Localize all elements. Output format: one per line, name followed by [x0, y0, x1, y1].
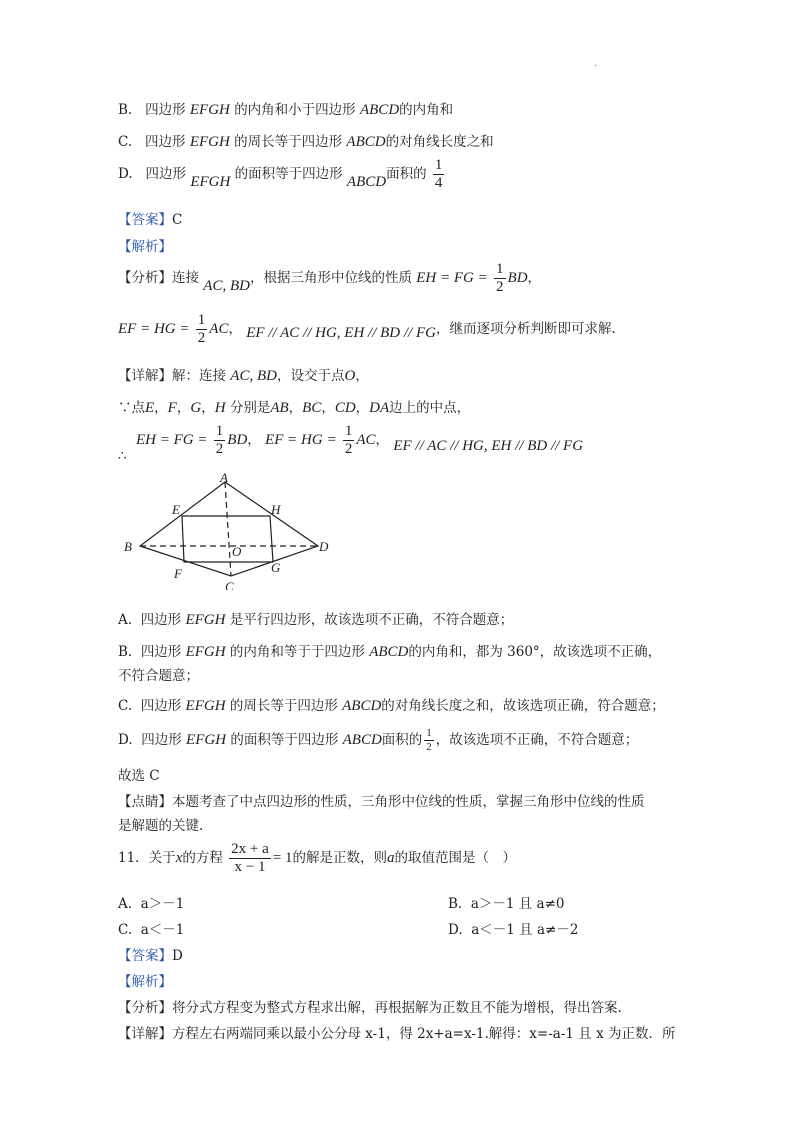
denominator: 2: [197, 330, 206, 346]
numerator: 1: [215, 423, 224, 439]
fraction: [433, 158, 445, 191]
denominator: 2: [215, 441, 224, 457]
text: 四边形: [140, 644, 182, 660]
label-b: B: [124, 539, 132, 554]
text: ，继而逐项分析判断即可求解.: [435, 321, 616, 337]
fenxi-tag: 【分析】: [118, 1000, 172, 1016]
text: 解：连接: [172, 368, 226, 384]
fraction: [214, 424, 226, 457]
denominator: x − 1: [234, 859, 266, 875]
option-text: a＜－1: [140, 922, 185, 938]
option-text: 四边形: [145, 166, 187, 182]
text: 本题考查了中点四边形的性质，三角形中位线的性质，掌握三角形中位线的性质: [172, 794, 645, 810]
text: 将分式方程变为整式方程求出解，再根据解为正数且不能为增根，得出答案.: [172, 1000, 622, 1016]
detail-2: [118, 396, 470, 417]
answer-1: [118, 208, 182, 228]
text: ，设交于点: [276, 368, 345, 384]
answer-value: C: [172, 212, 183, 228]
fenxi-1: [118, 262, 541, 295]
label-o: O: [232, 544, 242, 559]
math-term: EFGH: [185, 612, 226, 628]
math-term: AC, BD: [203, 278, 250, 294]
label-a: A: [220, 470, 228, 485]
dianjing-tag: 【点睛】: [118, 794, 172, 810]
corner-mark: .: [594, 58, 598, 69]
text: 的面积等于四边形: [230, 732, 339, 748]
text: 的解是正数，则: [292, 850, 387, 866]
math-term: EFGH: [189, 102, 230, 118]
option-text: 的对角线长度之和: [385, 134, 494, 150]
math-term: ABCD: [346, 134, 386, 150]
detail-tag: 【详解】: [118, 1026, 172, 1042]
text: 的对角线长度之和，故该选项正确，符合题意；: [381, 698, 665, 714]
numerator: 1: [197, 312, 206, 328]
math-term: ABCD: [369, 644, 409, 660]
analysis-tag: 【解析】: [118, 974, 172, 990]
text: ，: [228, 321, 242, 337]
analysis-option-a: [118, 608, 513, 629]
fraction: [494, 262, 506, 295]
answer-value: D: [172, 948, 183, 964]
analysis-option-d: [118, 728, 638, 753]
math-term: EF = HG =: [265, 432, 337, 448]
math-term: a: [387, 850, 395, 866]
math-term: E: [145, 400, 155, 416]
denominator: 2: [344, 441, 353, 457]
quadrilateral-figure: [118, 470, 338, 590]
detail-1: [118, 364, 369, 385]
option-prefix: A.: [118, 896, 133, 912]
conclusion: 故选 C: [118, 768, 160, 784]
numerator: 1: [434, 157, 443, 173]
text: 的方程: [182, 850, 223, 866]
fraction: [229, 842, 271, 875]
math-term: EH = FG =: [416, 270, 488, 286]
math-term: CD: [334, 400, 356, 416]
text: 是平行四边形，故该选项不正确，不符合题意；: [229, 612, 514, 628]
text: 的取值范围是（ ）: [394, 850, 516, 866]
math-term: EH = FG =: [136, 432, 208, 448]
math-term: EFGH: [189, 134, 230, 150]
analysis-tag: 【解析】: [118, 239, 172, 255]
math-term: ABCD: [342, 732, 382, 748]
comma: ，: [176, 400, 191, 416]
therefore-symbol: ∴: [118, 448, 127, 464]
option-prefix: D.: [448, 922, 463, 938]
fenxi-3: [118, 996, 622, 1016]
math-term: BD: [507, 270, 528, 286]
answer-tag: 【答案】: [118, 948, 172, 964]
option-text: 四边形: [145, 102, 186, 118]
option-text: 的内角和小于四边形: [234, 102, 356, 118]
numerator: 2x + a: [231, 841, 269, 857]
numerator: 1: [426, 727, 432, 739]
analysis-option-b-cont: 不符合题意；: [118, 668, 199, 684]
text: ，: [355, 368, 369, 384]
option-c-top: [118, 130, 494, 151]
label-g: G: [271, 560, 281, 575]
math-term: ABCD: [342, 698, 382, 714]
text: 面积的: [381, 732, 423, 748]
text: 的周长等于四边形: [229, 698, 338, 714]
comma: ，: [375, 432, 390, 448]
analysis-2: [118, 970, 172, 990]
math-term: EF = HG =: [118, 321, 190, 337]
text: 四边形: [140, 698, 182, 714]
text: ，: [527, 270, 542, 286]
answer-tag: 【答案】: [118, 212, 172, 228]
fenxi-tag: 【分析】: [118, 270, 172, 286]
math-term: BD: [227, 432, 248, 448]
option-prefix: D.: [118, 732, 133, 748]
text: 边上的中点，: [389, 400, 471, 416]
comma: ，: [321, 400, 335, 416]
analysis-option-c: [118, 694, 665, 715]
math-term: F: [167, 400, 177, 416]
answer-2: [118, 944, 183, 964]
math-term: ABCD: [346, 174, 387, 190]
math-term: DA: [369, 400, 390, 416]
fraction: [424, 728, 434, 753]
comma: ，: [201, 400, 215, 416]
option-prefix: C.: [118, 134, 133, 150]
comma: ，: [247, 432, 261, 448]
math-term: EFGH: [185, 698, 226, 714]
label-e: E: [172, 502, 180, 517]
math-term: BC: [302, 400, 322, 416]
math-term: = 1: [272, 850, 293, 866]
label-d: D: [319, 539, 329, 554]
dianjing-1: [118, 790, 645, 810]
fraction: [343, 424, 355, 457]
option-text: 面积的: [386, 166, 427, 182]
option-text: 的内角和: [399, 102, 454, 118]
option-prefix: B.: [118, 644, 133, 660]
numerator: 1: [344, 423, 353, 439]
math-term: O: [344, 368, 356, 384]
option-prefix: C.: [118, 922, 133, 938]
option-b-top: [118, 98, 453, 119]
label-f: F: [174, 566, 182, 581]
fraction: [196, 313, 208, 346]
math-term: EF // AC // HG, EH // BD // FG: [246, 325, 436, 341]
text: ，故该选项不正确，不符合题意；: [435, 732, 639, 748]
option-text: a＞－1: [140, 896, 185, 912]
comma: ，: [154, 400, 168, 416]
option-prefix: B.: [118, 102, 133, 118]
math-term: EFGH: [190, 174, 231, 190]
text: 11．关于: [118, 850, 176, 866]
option-prefix: D.: [118, 166, 133, 182]
math-term: EFGH: [186, 732, 227, 748]
denominator: 2: [496, 279, 504, 295]
text: 的内角和等于于四边形: [229, 644, 365, 660]
text: 分别是: [229, 400, 271, 416]
option-text: a＞－1 且 a≠0: [470, 896, 565, 912]
math-term: G: [190, 400, 202, 416]
text: 的内角和，都为 360°，故该选项不正确，: [408, 644, 662, 660]
numerator: 1: [496, 261, 504, 277]
text: ∵点: [118, 400, 145, 416]
option-text: 的面积等于四边形: [234, 166, 343, 182]
denominator: 4: [434, 175, 443, 191]
comma: ，: [355, 400, 370, 416]
analysis-option-b: [118, 640, 661, 661]
detail-tag: 【详解】: [118, 368, 172, 384]
label-c: C: [225, 579, 234, 590]
dianjing-2: 是解题的关键.: [118, 818, 204, 834]
text: 连接: [172, 270, 199, 286]
math-term: H: [214, 400, 226, 416]
fenxi-2: [118, 313, 616, 346]
option-text: 四边形: [145, 134, 186, 150]
option-text: 的周长等于四边形: [234, 134, 343, 150]
analysis-1: [118, 235, 172, 255]
option-prefix: B.: [448, 896, 463, 912]
label-h: H: [271, 502, 281, 517]
math-term: AC: [209, 321, 229, 337]
text: ，根据三角形中位线的性质: [249, 270, 412, 286]
q11-option-a: [118, 892, 184, 912]
option-prefix: A.: [118, 612, 133, 628]
option-text: a＜－1 且 a≠－2: [471, 922, 579, 938]
math-term: x: [175, 850, 183, 866]
text: 四边形: [140, 612, 182, 628]
option-prefix: C.: [118, 698, 133, 714]
text: 四边形: [141, 732, 182, 748]
text: 方程左右两端同乘以最小公分母 x-1，得 2x+a=x-1.解得：x=-a-1 且 x 为正数．所: [172, 1026, 676, 1042]
option-d-top: [118, 158, 446, 191]
q11-option-b: [448, 892, 564, 912]
math-term: AB: [270, 400, 289, 416]
math-term: EF // AC // HG, EH // BD // FG: [393, 438, 584, 454]
math-term: AC: [356, 432, 376, 448]
question-11: [118, 842, 516, 875]
math-term: EFGH: [185, 644, 226, 660]
math-term: AC, BD: [230, 368, 277, 384]
math-term: ABCD: [359, 102, 400, 118]
detail-3: [118, 424, 583, 457]
detail-4: [118, 1022, 675, 1042]
q11-option-d: [448, 918, 578, 938]
denominator: 2: [426, 741, 432, 753]
q11-option-c: [118, 918, 184, 938]
comma: ，: [288, 400, 303, 416]
